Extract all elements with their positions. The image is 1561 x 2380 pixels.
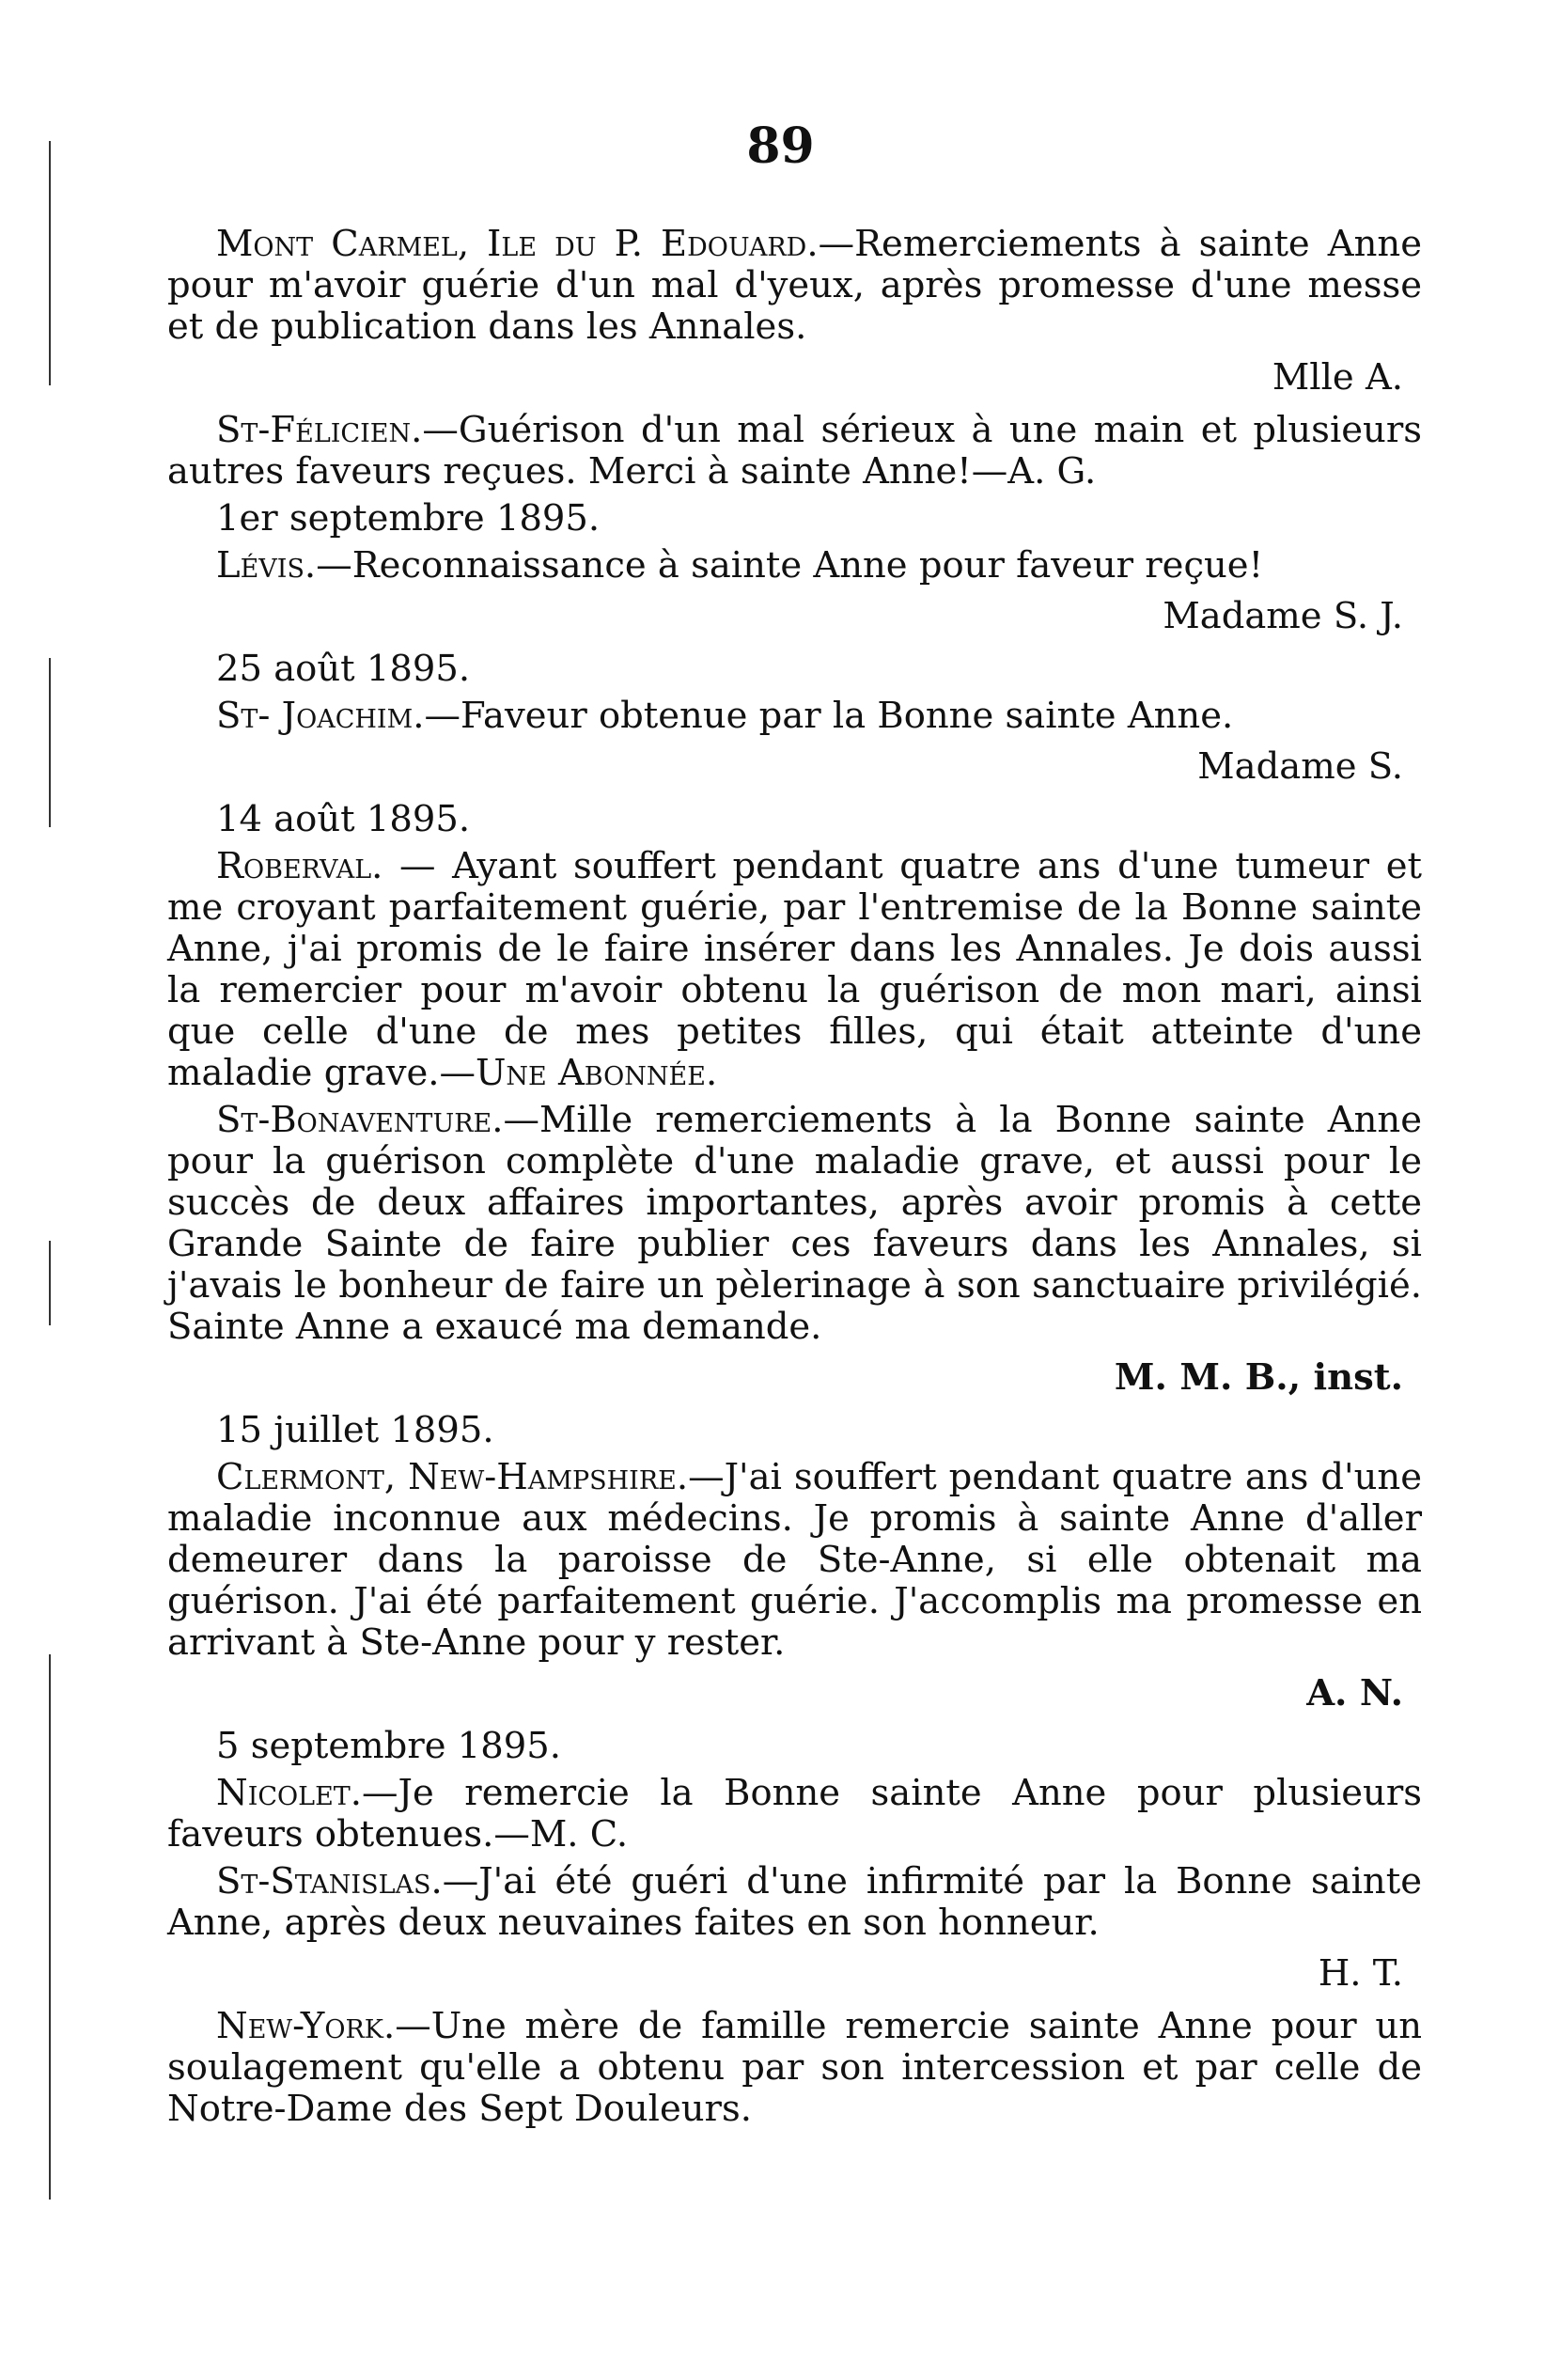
- entry-text: —J'ai été guéri d'une infirmité par la Bonne sainte Anne, après deux neuvaines faites en son honneur.: [167, 1860, 1422, 1944]
- entry-signer: Mlle A.: [1272, 356, 1403, 399]
- entry-signer: H. T.: [1318, 1952, 1403, 1995]
- left-margin-line-bottom: [49, 1654, 51, 2200]
- entry-text: —J'ai souffert pendant quatre ans d'une maladie inconnue aux médecins. Je promis à sainte Anne d'aller demeurer dans la paroisse de Ste-Anne, si elle obtenait ma guérison. J'ai été parfaitement guérie. J'accomplis ma promesse en arrivant à Ste-Anne pour y rester.: [167, 1456, 1422, 1664]
- entry-date: 25 août 1895.: [216, 648, 471, 690]
- entry-st-stanislas: [167, 1861, 1422, 1944]
- text-column: [167, 224, 1422, 2136]
- entry-place: Mont Carmel, Ile du P. Edouard.: [216, 223, 819, 265]
- entry-place: Lévis.: [216, 544, 317, 587]
- entry-clermont: [167, 1457, 1422, 1664]
- entry-roberval: [167, 846, 1422, 1094]
- entry-text: —Reconnaissance à sainte Anne pour faveur reçue!: [316, 544, 1264, 587]
- entry-signer: M. M. B., inst.: [1114, 1356, 1403, 1399]
- entry-signer: Madame S. J.: [1163, 595, 1403, 637]
- entry-place: New-York.: [216, 2005, 396, 2047]
- entry-place: St- Joachim.: [216, 695, 425, 737]
- entry-place: St-Stanislas.: [216, 1860, 443, 1902]
- entry-date: 1er septembre 1895.: [216, 497, 601, 540]
- entry-mont-carmel: [167, 224, 1422, 348]
- entry-text: —Remerciements à sainte Anne pour m'avoir guérie d'un mal d'yeux, après promesse d'une messe et de publication dans les Annales.: [167, 223, 1422, 348]
- entry-date: 14 août 1895.: [216, 798, 471, 840]
- page-number: 89: [746, 117, 815, 175]
- entry-place: Nicolet.: [216, 1772, 363, 1814]
- left-margin-line-middle: [49, 658, 51, 827]
- entry-place: St-Bonaventure.: [216, 1099, 504, 1141]
- entry-text: — Ayant souffert pendant quatre ans d'une tumeur et me croyant parfaitement guérie, par l'entremise de la Bonne sainte Anne, j'ai promis de le faire insérer dans les Annales. Je dois aussi la remercier pour m'avoir obtenu la guérison de mon mari, ainsi que celle d'une de mes petites filles, qui était atteinte d'une maladie grave.—: [167, 845, 1422, 1094]
- entry-place: Roberval.: [216, 845, 383, 887]
- entry-place: St-Félicien.: [216, 409, 423, 451]
- entry-st-joachim: [167, 696, 1422, 737]
- entry-text: —Je remercie la Bonne sainte Anne pour plusieurs faveurs obtenues.—M. C.: [167, 1772, 1422, 1855]
- entry-date: 5 septembre 1895.: [216, 1725, 561, 1767]
- left-margin-line-lower: [49, 1241, 51, 1325]
- entry-signer: Madame S.: [1197, 745, 1403, 788]
- entry-date: 15 juillet 1895.: [216, 1409, 494, 1451]
- entry-st-felicien: [167, 410, 1422, 493]
- entry-levis: [167, 545, 1422, 587]
- entry-text: —Faveur obtenue par la Bonne sainte Anne.: [424, 695, 1234, 737]
- entry-new-york: [167, 2006, 1422, 2130]
- entry-place: Clermont, New-Hampshire.: [216, 1456, 689, 1498]
- entry-signer-inline: Une Abonnée.: [475, 1052, 718, 1094]
- entry-nicolet: [167, 1773, 1422, 1855]
- left-margin-line-top: [49, 141, 51, 385]
- entry-text: —Une mère de famille remercie sainte Anne pour un soulagement qu'elle a obtenu par son intercession et par celle de Notre-Dame des Sept Douleurs.: [167, 2005, 1422, 2130]
- entry-st-bonaventure: [167, 1100, 1422, 1348]
- entry-text: —Mille remerciements à la Bonne sainte Anne pour la guérison complète d'une maladie grave, et aussi pour le succès de deux affaires importantes, après avoir promis à cette Grande Sainte de faire publier ces faveurs dans les Annales, si j'avais le bonheur de faire un pèlerinage à son sanctuaire privilégié. Sainte Anne a exaucé ma demande.: [167, 1099, 1422, 1348]
- entry-text: —Guérison d'un mal sérieux à une main et plusieurs autres faveurs reçues. Merci à sainte Anne!—A. G.: [167, 409, 1422, 493]
- entry-signer: A. N.: [1306, 1672, 1403, 1715]
